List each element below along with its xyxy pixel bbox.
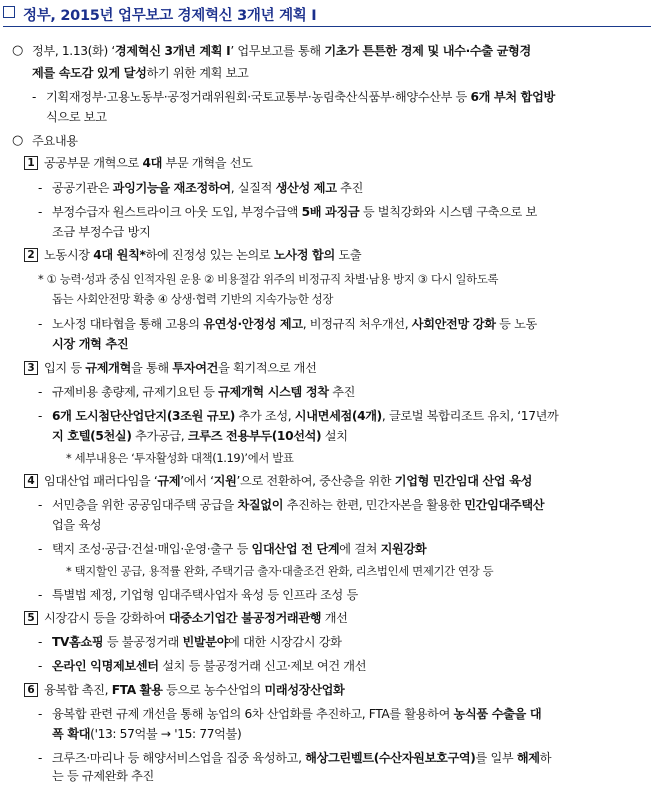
dash-icon: - <box>38 542 43 556</box>
section-5-item-1: TV홈쇼핑 등 불공정거래 빈발분야에 대한 시장감시 강화 <box>52 635 342 649</box>
section-1-item-2: 부정수급자 원스트라이크 아웃 도입, 부정수급액 5배 과징금 등 벌칙강화와 시스템 구축으로 보 <box>52 205 537 219</box>
circle-bullet-icon: ○ <box>12 133 24 148</box>
dash-icon: - <box>38 659 43 673</box>
main-heading: 주요내용 <box>32 134 78 148</box>
section-number-3: 3 <box>24 361 38 375</box>
section-5-heading: 시장감시 등을 강화하여 대중소기업간 불공정거래관행 개선 <box>44 611 348 625</box>
section-2-note-2: 돕는 사회안전망 확충 ④ 상생·협력 기반의 지속가능한 성장 <box>52 292 334 306</box>
section-6-item-2: 크루즈·마리나 등 해양서비스업을 집중 육성하고, 해상그린벨트(수산자원보호구역)를 일부 해제하 <box>52 751 552 765</box>
intro-line-1: 정부, 1.13(화) ‘경제혁신 3개년 계획 Ⅰ’ 업무보고를 통해 기초가 튼튼한 경제 및 내수·수출 균형경 <box>32 44 531 58</box>
circle-bullet-icon: ○ <box>12 43 24 58</box>
dash-icon: - <box>38 707 43 721</box>
dash-icon: - <box>38 317 43 331</box>
intro-line-2: 제를 속도감 있게 달성하기 위한 계획 보고 <box>32 66 249 80</box>
section-3-item-2-cont: 지 호텔(5천실) 추가공급, 크루즈 전용부두(10선석) 설치 <box>52 429 348 443</box>
section-3-item-2: 6개 도시첨단산업단지(3조원 규모) 추가 조성, 시내면세점(4개), 글로벌 복합리조트 유치, ‘17년까 <box>52 409 559 423</box>
section-number-2: 2 <box>24 248 38 262</box>
section-number-6: 6 <box>24 683 38 697</box>
section-2-heading: 노동시장 4대 원칙*하에 진정성 있는 논의로 노사정 합의 도출 <box>44 248 362 262</box>
section-2-item-1: 노사정 대타협을 통해 고용의 유연성·안정성 제고, 비정규직 처우개선, 사회안전망 강화 등 노동 <box>52 317 537 331</box>
dash-icon: - <box>38 588 43 602</box>
dash-icon: - <box>38 385 43 399</box>
section-6-item-1: 융복합 관련 규제 개선을 통해 농업의 6차 산업화를 추진하고, FTA를 활용하여 농식품 수출을 대 <box>52 707 542 721</box>
dash-icon: - <box>38 751 43 765</box>
intro-sub-line-1: 기획재정부·고용노동부·공정거래위원회·국토교통부·농림축산식품부·해양수산부 등 6개 부처 합업방 <box>46 90 555 104</box>
section-4-note: * 택지할인 공급, 용적률 완화, 주택기금 출자·대출조건 완화, 리츠법인세 면제기간 연장 등 <box>66 564 494 578</box>
section-4-heading: 임대산업 패러다임을 ‘규제’에서 ‘지원’으로 전환하여, 중산층을 위한 기업형 민간임대 산업 육성 <box>44 474 533 488</box>
section-number-5: 5 <box>24 611 38 625</box>
section-2-item-1-cont: 시장 개혁 추진 <box>52 337 129 351</box>
section-1-item-2-cont: 조금 부정수급 방지 <box>52 225 151 239</box>
section-4-item-2: 택지 조성·공급·건설·매입·운영·출구 등 임대산업 전 단계에 걸쳐 지원강화 <box>52 542 427 556</box>
dash-icon: - <box>38 409 43 423</box>
section-6-item-1-cont: 폭 확대('13: 57억불 → '15: 77억불) <box>52 727 242 741</box>
section-6-item-2-cont: 는 등 규제완화 추진 <box>52 769 154 783</box>
checkbox-square-icon <box>3 6 15 18</box>
page-title: 정부, 2015년 업무보고 경제혁신 3개년 계획 Ⅰ <box>23 8 317 24</box>
dash-icon: - <box>38 498 43 512</box>
section-3-item-1: 규제비용 총량제, 규제기요틴 등 규제개혁 시스템 정착 추진 <box>52 385 356 399</box>
section-4-item-1: 서민층을 위한 공공임대주택 공급을 차질없이 추진하는 한편, 민간자본을 활용한 민간임대주택산 <box>52 498 545 512</box>
dash-icon: - <box>38 181 43 195</box>
section-3-note: * 세부내용은 ‘투자활성화 대책(1.19)’에서 발표 <box>66 451 294 465</box>
section-3-heading: 입지 등 규제개혁을 통해 투자여건을 획기적으로 개선 <box>44 361 317 375</box>
dash-icon: - <box>38 205 43 219</box>
section-6-heading: 융복합 촉진, FTA 활용 등으로 농수산업의 미래성장산업화 <box>44 683 345 697</box>
section-4-item-3: 특별법 제정, 기업형 임대주택사업자 육성 등 인프라 조성 등 <box>52 588 358 602</box>
title-row <box>3 4 651 27</box>
section-1-heading: 공공부문 개혁으로 4대 부문 개혁을 선도 <box>44 156 253 170</box>
dash-icon: - <box>38 635 43 649</box>
dash-icon: - <box>32 90 37 104</box>
section-5-item-2: 온라인 익명제보센터 설치 등 불공정거래 신고·제보 여건 개선 <box>52 659 367 673</box>
section-4-item-1-cont: 업을 육성 <box>52 518 102 532</box>
section-2-note-1: * ① 능력·성과 중심 인적자원 운용 ② 비용절감 위주의 비정규직 차별·남용 방지 ③ 다시 일하도록 <box>38 272 499 286</box>
intro-sub-line-2: 식으로 보고 <box>46 110 107 124</box>
section-number-1: 1 <box>24 156 38 170</box>
section-number-4: 4 <box>24 474 38 488</box>
section-1-item-1: 공공기관은 과잉기능을 재조정하여, 실질적 생산성 제고 추진 <box>52 181 363 195</box>
